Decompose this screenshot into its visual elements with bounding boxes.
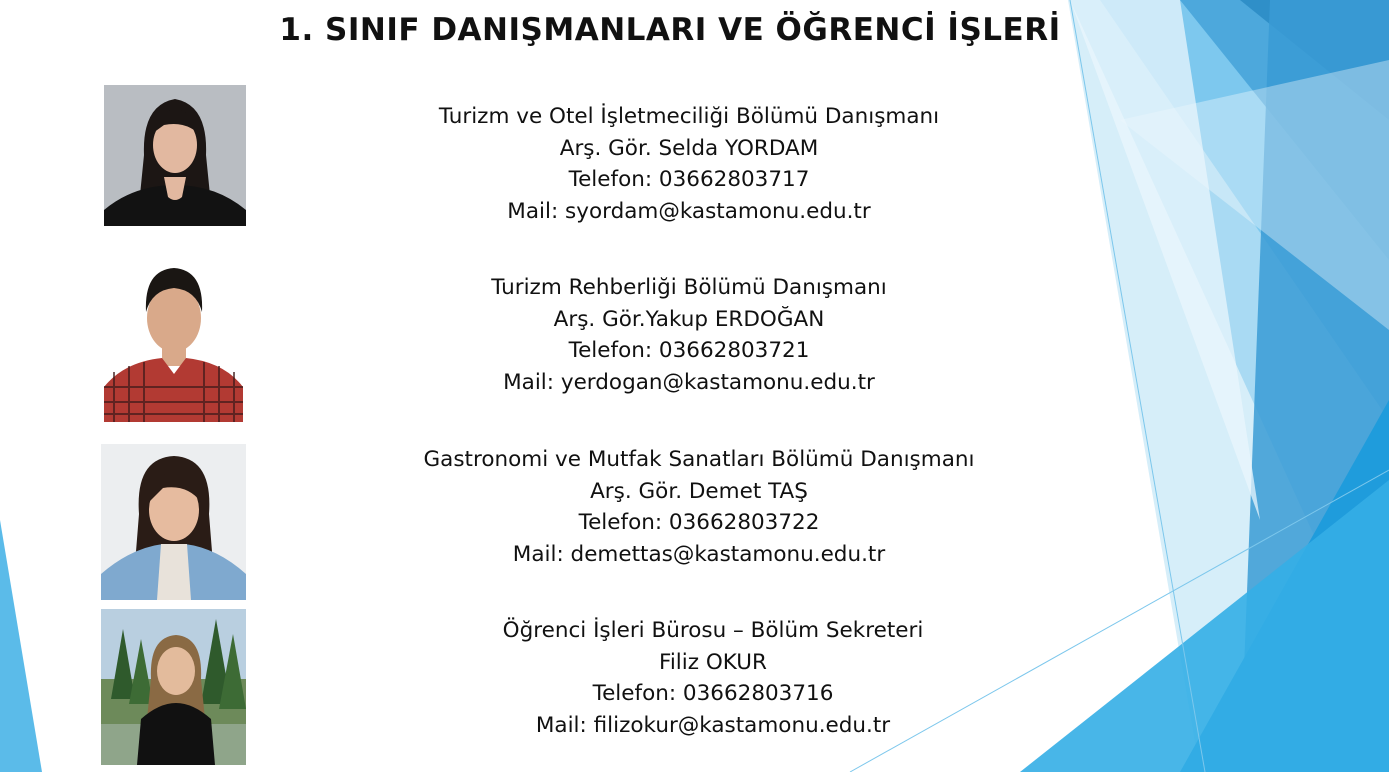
advisor-phone: Telefon: 03662803722 <box>578 510 820 535</box>
slide-title: 1. SINIF DANIŞMANLARI VE ÖĞRENCİ İŞLERİ <box>279 12 1061 48</box>
advisor-name: Arş. Gör.Yakup ERDOĞAN <box>553 306 825 332</box>
portrait-woman-blue-jacket-icon <box>101 444 246 600</box>
contact-card-2 <box>389 272 989 398</box>
advisor-name: Arş. Gör. Demet TAŞ <box>590 478 808 504</box>
advisor-role: Turizm Rehberliği Bölümü Danışmanı <box>491 275 887 300</box>
portrait-woman-outdoor-trees-icon <box>101 609 246 765</box>
advisor-email[interactable]: Mail: demettas@kastamonu.edu.tr <box>512 541 886 567</box>
advisor-email[interactable]: Mail: yerdogan@kastamonu.edu.tr <box>503 369 875 395</box>
advisor-photo-2 <box>104 262 243 422</box>
contact-card-1 <box>389 101 989 227</box>
portrait-woman-dark-hair-icon <box>104 85 246 226</box>
advisor-role: Turizm ve Otel İşletmeciliği Bölümü Danışmanı <box>438 104 940 129</box>
advisor-phone: Telefon: 03662803721 <box>568 338 810 363</box>
advisor-email[interactable]: Mail: syordam@kastamonu.edu.tr <box>507 198 871 224</box>
secretary-role: Öğrenci İşleri Bürosu – Bölüm Sekreteri <box>502 618 924 643</box>
advisor-role: Gastronomi ve Mutfak Sanatları Bölümü Danışmanı <box>423 447 975 472</box>
secretary-email[interactable]: Mail: filizokur@kastamonu.edu.tr <box>535 712 891 738</box>
contact-card-4 <box>413 615 1013 741</box>
secretary-phone: Telefon: 03662803716 <box>592 681 834 706</box>
portrait-man-plaid-shirt-icon <box>104 262 243 422</box>
advisor-photo-3 <box>101 444 246 600</box>
advisor-name: Arş. Gör. Selda YORDAM <box>559 135 819 161</box>
advisor-photo-4 <box>101 609 246 765</box>
contact-card-3 <box>399 444 999 570</box>
advisor-phone: Telefon: 03662803717 <box>568 167 810 192</box>
advisor-photo-1 <box>104 85 246 226</box>
secretary-name: Filiz OKUR <box>659 649 767 675</box>
